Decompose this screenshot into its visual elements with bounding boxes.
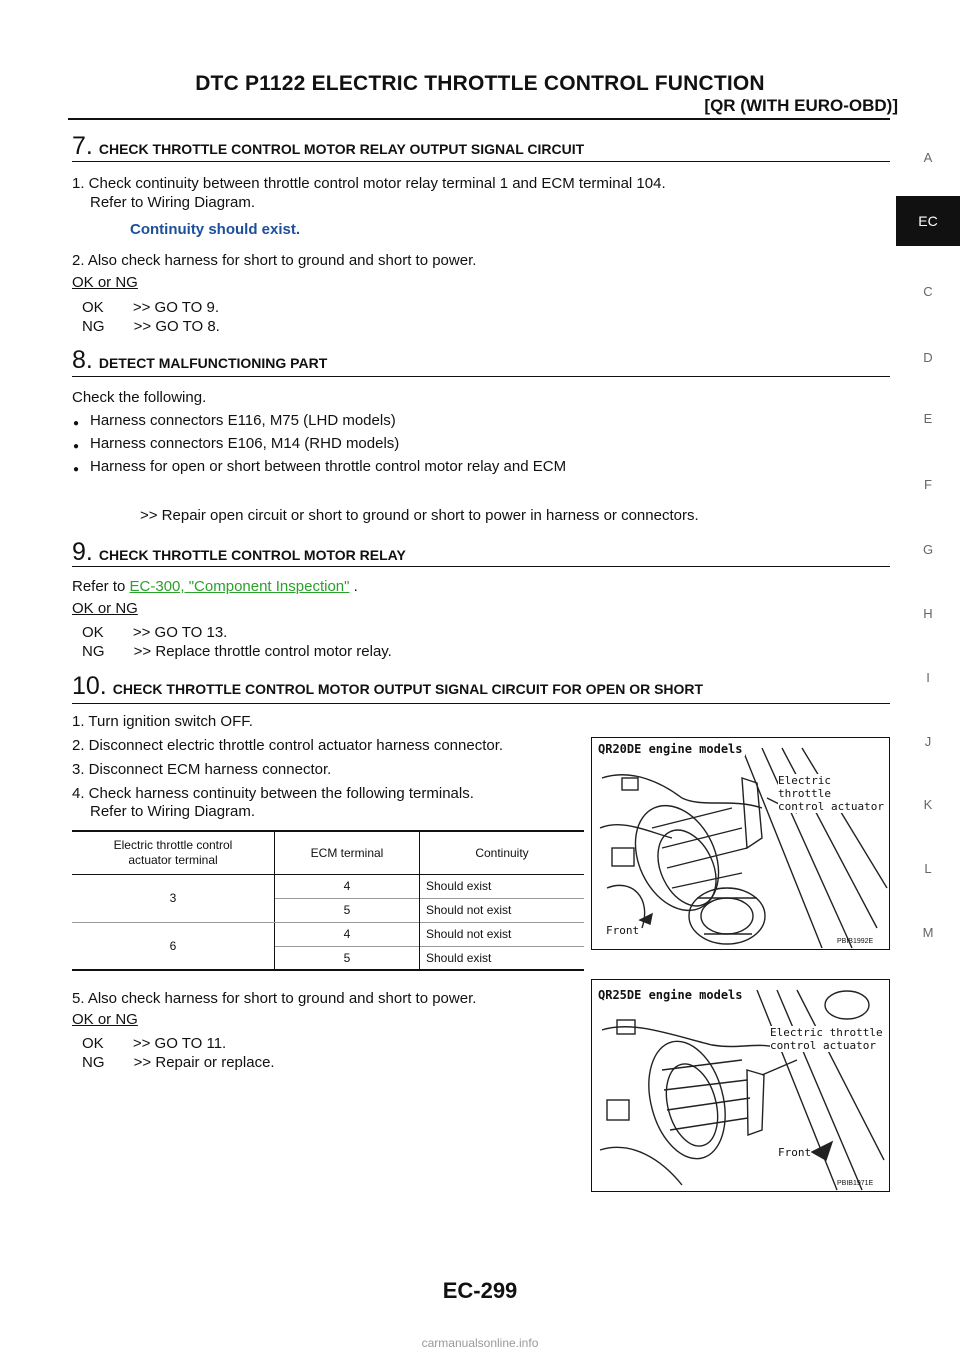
figure-code: PBIB1971E bbox=[837, 1180, 874, 1187]
instruction: 1. Turn ignition switch OFF. bbox=[72, 713, 253, 730]
page-title: DTC P1122 ELECTRIC THROTTLE CONTROL FUNCTION bbox=[195, 72, 765, 95]
ok-ng-label: OK or NG bbox=[72, 1011, 138, 1028]
engine-illustration-qr25de bbox=[592, 980, 889, 1191]
step-divider bbox=[72, 161, 890, 162]
step-9-heading bbox=[72, 538, 406, 567]
sidebar-index-h[interactable]: H bbox=[923, 606, 933, 621]
ok-result: OK >> GO TO 9. bbox=[82, 299, 219, 316]
instruction: 3. Disconnect ECM harness connector. bbox=[72, 761, 332, 778]
refer-suffix: . bbox=[349, 578, 358, 595]
column-header: Continuity bbox=[475, 845, 529, 860]
front-label: Front bbox=[778, 1146, 812, 1159]
continuity-table bbox=[72, 830, 584, 971]
ng-result: NG >> Replace throttle control motor relay. bbox=[82, 643, 392, 660]
table-cell: 5 bbox=[275, 898, 420, 922]
instruction: 2. Disconnect electric throttle control actuator harness connector. bbox=[72, 737, 504, 754]
instruction: 4. Check harness continuity between the following terminals. bbox=[72, 785, 474, 802]
column-header: Electric throttle control actuator terminal bbox=[72, 831, 275, 874]
bullet-item: ● Harness connectors E116, M75 (LHD models) bbox=[90, 411, 396, 430]
table-cell: 4 bbox=[275, 874, 420, 898]
sidebar-index-c[interactable]: C bbox=[923, 284, 933, 299]
sidebar-index-i[interactable]: I bbox=[926, 670, 930, 685]
table-cell: 3 bbox=[72, 874, 275, 922]
sidebar-index-m[interactable]: M bbox=[922, 925, 934, 940]
header-divider bbox=[68, 118, 890, 120]
sidebar-index-ec[interactable]: EC bbox=[896, 196, 960, 246]
sidebar-index-a[interactable]: A bbox=[923, 150, 933, 165]
step-title: CHECK THROTTLE CONTROL MOTOR OUTPUT SIGNAL CIRCUIT FOR OPEN OR SHORT bbox=[112, 681, 704, 697]
step-number: 8. bbox=[72, 346, 93, 374]
instruction: 1. Check continuity between throttle control motor relay terminal 1 and ECM terminal 104. bbox=[72, 175, 666, 192]
figure-code: PBIB1992E bbox=[837, 938, 874, 945]
step-divider bbox=[72, 376, 890, 377]
sidebar-index-e[interactable]: E bbox=[923, 411, 933, 426]
component-inspection-link[interactable]: EC-300, "Component Inspection" bbox=[129, 578, 350, 595]
table-cell: 4 bbox=[275, 922, 420, 946]
step-divider bbox=[72, 703, 890, 704]
column-header: ECM terminal bbox=[275, 831, 420, 874]
instruction: 5. Also check harness for short to ground and short to power. bbox=[72, 990, 477, 1007]
spec-text: Continuity should exist. bbox=[130, 221, 301, 238]
step-number: 9. bbox=[72, 538, 93, 566]
step-number: 10. bbox=[72, 672, 107, 700]
table-header-row bbox=[72, 831, 584, 874]
table-cell: 5 bbox=[275, 946, 420, 970]
continuity-table-wrapper bbox=[72, 830, 584, 971]
table-cell: Should exist bbox=[426, 950, 492, 965]
sidebar-index-f[interactable]: F bbox=[924, 477, 932, 492]
sidebar-index-k[interactable]: K bbox=[923, 797, 933, 812]
sidebar-index-l[interactable]: L bbox=[924, 861, 932, 876]
bullet-item: ● Harness for open or short between throttle control motor relay and ECM bbox=[90, 457, 566, 476]
sidebar-index-j[interactable]: J bbox=[924, 734, 932, 749]
figure-title: QR20DE engine models bbox=[598, 742, 743, 756]
step-title: DETECT MALFUNCTIONING PART bbox=[98, 355, 328, 371]
ng-result: NG >> GO TO 8. bbox=[82, 318, 220, 335]
instruction: Refer to Wiring Diagram. bbox=[90, 803, 256, 820]
instruction: 2. Also check harness for short to ground and short to power. bbox=[72, 252, 477, 269]
sidebar-index-g[interactable]: G bbox=[922, 542, 934, 557]
step-10-heading bbox=[72, 672, 703, 701]
table-cell: Should not exist bbox=[426, 927, 512, 941]
step-8-heading bbox=[72, 346, 327, 375]
reference-line bbox=[72, 577, 358, 596]
page-subtitle: [QR (WITH EURO-OBD)] bbox=[704, 96, 898, 115]
ok-ng-label: OK or NG bbox=[72, 274, 138, 291]
refer-prefix: Refer to bbox=[72, 578, 130, 595]
instruction: Check the following. bbox=[72, 389, 207, 406]
watermark: carmanualsonline.info bbox=[421, 1336, 539, 1350]
figure-title: QR25DE engine models bbox=[598, 988, 743, 1002]
step-7-heading bbox=[72, 132, 584, 161]
table-cell: 6 bbox=[72, 922, 275, 970]
sidebar-index-d[interactable]: D bbox=[923, 350, 933, 365]
ok-result: OK >> GO TO 13. bbox=[82, 624, 228, 641]
step-title: CHECK THROTTLE CONTROL MOTOR RELAY bbox=[98, 547, 406, 563]
ok-result: OK >> GO TO 11. bbox=[82, 1035, 227, 1052]
table-row bbox=[72, 922, 584, 946]
repair-result: >> Repair open circuit or short to ground or short to power in harness or connectors. bbox=[140, 507, 699, 524]
page-number: EC-299 bbox=[442, 1278, 518, 1303]
bullet-item: ● Harness connectors E106, M14 (RHD models) bbox=[90, 434, 399, 453]
figure-qr25de-engine bbox=[591, 979, 890, 1192]
front-label: Front bbox=[606, 924, 640, 937]
table-cell: Should not exist bbox=[426, 903, 512, 917]
table-cell: Should exist bbox=[426, 879, 492, 893]
step-title: CHECK THROTTLE CONTROL MOTOR RELAY OUTPUT SIGNAL CIRCUIT bbox=[98, 141, 585, 157]
instruction: Refer to Wiring Diagram. bbox=[90, 194, 256, 211]
step-divider bbox=[72, 566, 890, 567]
figure-qr20de-engine bbox=[591, 737, 890, 950]
ng-result: NG >> Repair or replace. bbox=[82, 1054, 275, 1071]
component-label: Electric throttle control actuator bbox=[770, 1026, 883, 1052]
engine-illustration-qr20de bbox=[592, 738, 889, 949]
ok-ng-label: OK or NG bbox=[72, 600, 138, 617]
component-label: Electric throttle control actuator bbox=[778, 774, 889, 813]
step-number: 7. bbox=[72, 132, 93, 160]
table-row bbox=[72, 874, 584, 898]
